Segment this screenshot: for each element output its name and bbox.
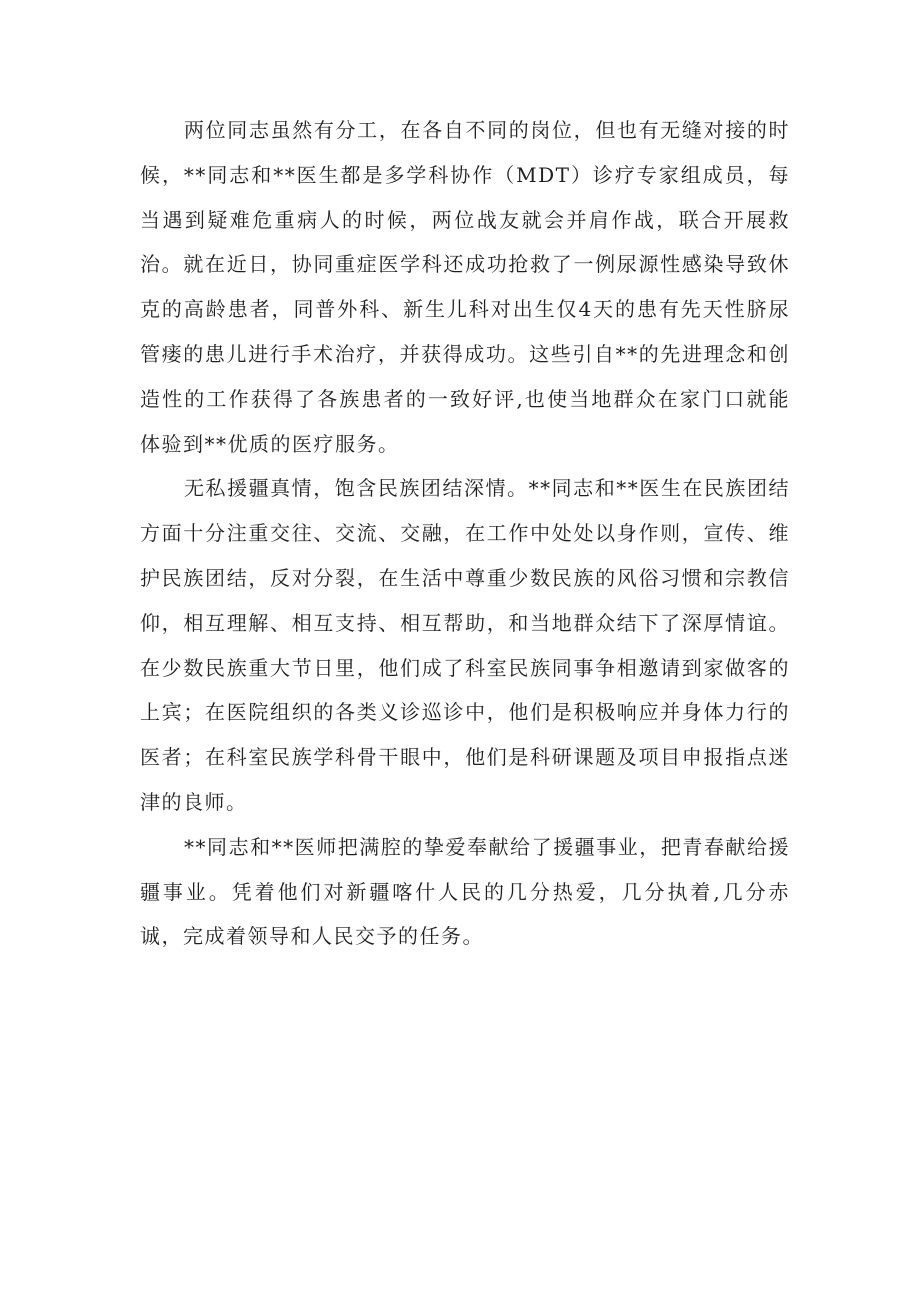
- paragraph-teamwork: 两位同志虽然有分工，在各自不同的岗位，但也有无缝对接的时候，**同志和**医生都是多学科协作（MDT）诊疗专家组成员，每当遇到疑难危重病人的时候，两位战友就会并肩作战，联合开展救治。就在近日，协同重症医学科还成功抢救了一例尿源性感染导致休克的高龄患者，同普外科、新生儿科对出生仅4天的患有先天性脐尿管瘘的患儿进行手术治疗，并获得成功。这些引自**的先进理念和创造性的工作获得了各族患者的一致好评,也使当地群众在家门口就能体验到**优质的医疗服务。: [140, 118, 790, 456]
- document-body: [140, 108, 790, 959]
- paragraph-conclusion: **同志和**医师把满腔的挚爱奉献给了援疆事业，把青春献给援疆事业。凭着他们对新疆喀什人民的几分热爱，几分执着,几分赤诚，完成着领导和人民交予的任务。: [140, 834, 790, 949]
- paragraph-ethnic-unity: 无私援疆真情，饱含民族团结深情。**同志和**医生在民族团结方面十分注重交往、交流、交融，在工作中处处以身作则，宣传、维护民族团结，反对分裂，在生活中尊重少数民族的风俗习惯和宗教信仰，相互理解、相互支持、相互帮助，和当地群众结下了深厚情谊。在少数民族重大节日里，他们成了科室民族同事争相邀请到家做客的上宾；在医院组织的各类义诊巡诊中，他们是积极响应并身体力行的医者；在科室民族学科骨干眼中，他们是科研课题及项目申报指点迷津的良师。: [140, 476, 790, 814]
